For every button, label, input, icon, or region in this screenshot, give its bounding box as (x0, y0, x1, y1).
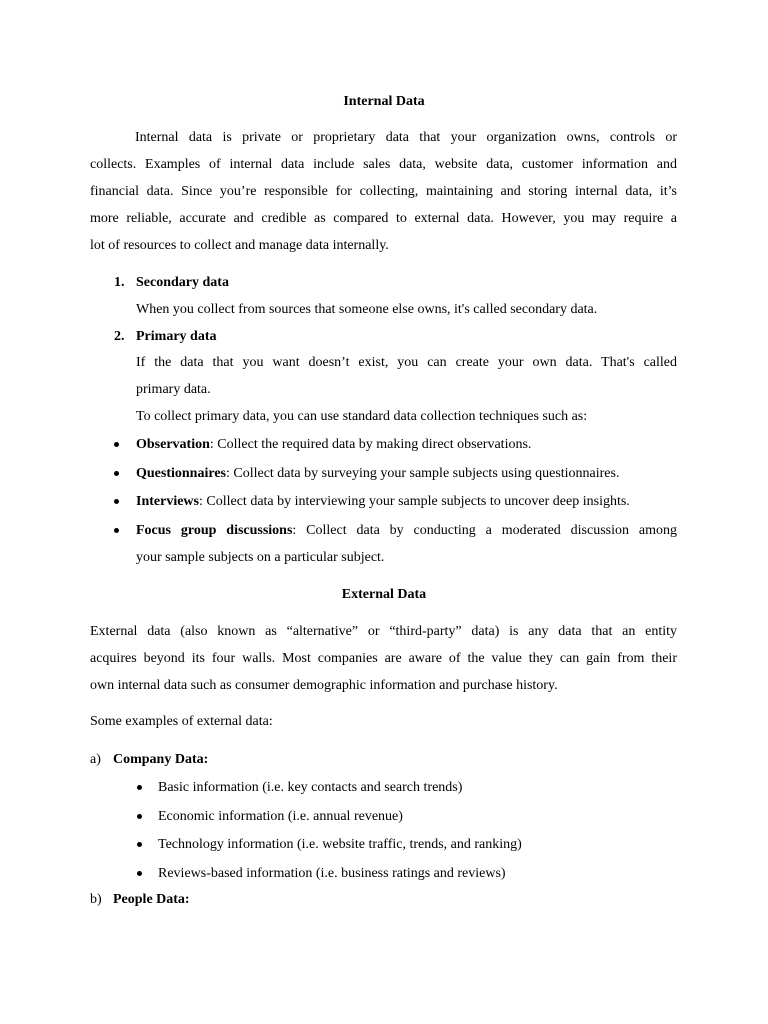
category-heading-company-data: Company Data: (113, 752, 209, 767)
section-title-internal-data: Internal Data (343, 94, 425, 109)
term-focus-group-discussions: Focus group discussions (136, 523, 293, 538)
bullet-icon (114, 528, 119, 533)
external-intro-line-2: acquires beyond its four walls. Most companies are aware of the value they can gain from their (90, 651, 677, 666)
category-marker-b: b) (90, 892, 102, 907)
bullet-icon (137, 842, 142, 847)
company-data-item-4: Reviews-based information (i.e. business ratings and reviews) (158, 866, 506, 881)
examples-intro: Some examples of external data: (90, 714, 273, 729)
list-marker-2: 2. (114, 329, 125, 344)
category-heading-people-data: People Data: (113, 892, 190, 907)
bullet-icon (114, 442, 119, 447)
company-data-item-3: Technology information (i.e. website traffic, trends, and ranking) (158, 837, 522, 852)
questionnaires-description: : Collect data by surveying your sample subjects using questionnaires. (225, 466, 620, 481)
intro-line-4: more reliable, accurate and credible as compared to external data. However, you may require a (90, 211, 677, 226)
bullet-icon (137, 814, 142, 819)
term-questionnaires: Questionnaires (136, 466, 226, 481)
interviews-description: : Collect data by interviewing your sample subjects to uncover deep insights. (199, 494, 630, 509)
primary-data-text-1: If the data that you want doesn’t exist, you can create your own data. That's called (136, 355, 677, 370)
bullet-icon (114, 499, 119, 504)
primary-data-text-3: To collect primary data, you can use standard data collection techniques such as: (136, 409, 588, 424)
focus-group-description: : Collect data by conducting a moderated discussion among (292, 523, 677, 538)
term-interviews: Interviews (136, 494, 199, 509)
list-marker-1: 1. (114, 275, 125, 290)
section-title-external-data: External Data (341, 587, 427, 602)
observation-description: : Collect the required data by making direct observations. (209, 437, 532, 452)
bullet-icon (137, 785, 142, 790)
intro-line-2: collects. Examples of internal data include sales data, website data, customer information and (90, 157, 677, 172)
bullet-icon (137, 871, 142, 876)
secondary-data-text: When you collect from sources that someone else owns, it's called secondary data. (136, 302, 598, 317)
bullet-icon (114, 471, 119, 476)
list-heading-secondary-data: Secondary data (136, 275, 229, 290)
intro-line-5: lot of resources to collect and manage data internally. (90, 238, 389, 253)
intro-line-1: Internal data is private or proprietary data that your organization owns, controls or (135, 130, 677, 145)
intro-line-3: financial data. Since you’re responsible for collecting, maintaining and storing internal data, it’s (90, 184, 677, 199)
external-intro-line-3: own internal data such as consumer demographic information and purchase history. (90, 678, 558, 693)
category-marker-a: a) (90, 752, 101, 767)
primary-data-text-2: primary data. (136, 382, 211, 397)
term-observation: Observation (136, 437, 210, 452)
focus-group-description-cont: your sample subjects on a particular subject. (136, 550, 385, 565)
company-data-item-2: Economic information (i.e. annual revenue) (158, 809, 403, 824)
company-data-item-1: Basic information (i.e. key contacts and search trends) (158, 780, 463, 795)
external-intro-line-1: External data (also known as “alternative” or “third-party” data) is any data that an entity (90, 624, 677, 639)
list-heading-primary-data: Primary data (136, 329, 217, 344)
